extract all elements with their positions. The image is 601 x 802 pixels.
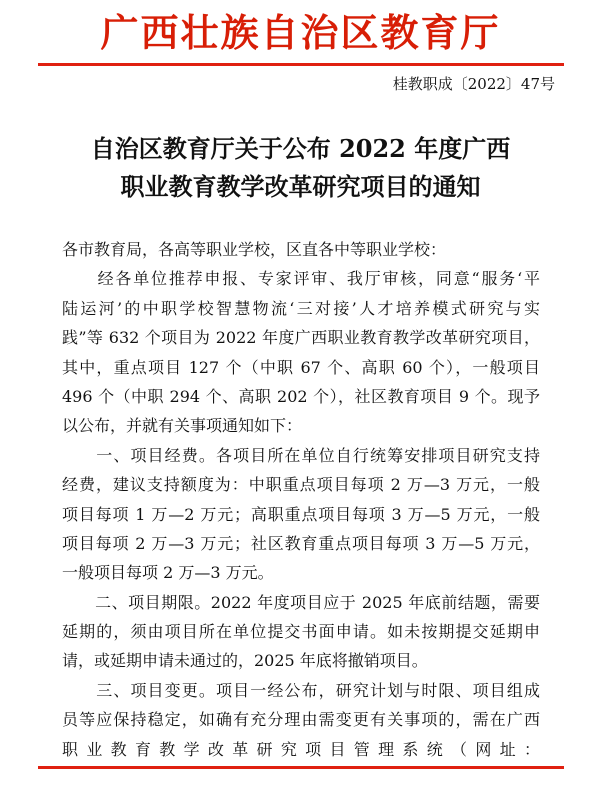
issuer-header: 广西壮族自治区教育厅 bbox=[100, 10, 501, 55]
body-line: 请，或延期申请未通过的，2025 年底将撤销项目。 bbox=[62, 651, 428, 671]
document-body bbox=[62, 235, 540, 764]
body-line: 延期的，须由项目所在单位提交书面申请。如未按期提交延期申 bbox=[62, 622, 540, 642]
body-line: 经费，建议支持额度为：中职重点项目每项 2 万—3 万元，一般 bbox=[62, 475, 540, 495]
body-line: 项目每项 2 万—3 万元；社区教育重点项目每项 3 万—5 万元， bbox=[62, 533, 540, 553]
title-line-2: 职业教育教学改革研究项目的通知 bbox=[120, 172, 481, 201]
body-line: 一、项目经费。各项目所在单位自行统筹安排项目研究支持 bbox=[62, 445, 540, 465]
body-line: 一般项目每项 2 万—3 万元。 bbox=[62, 563, 274, 583]
title-line-1: 自治区教育厅关于公布 2022 年度广西 bbox=[90, 134, 511, 163]
body-line: 项目每项 1 万—2 万元；高职重点项目每项 3 万—5 万元，一般 bbox=[62, 504, 540, 524]
header-red-rule bbox=[38, 63, 564, 66]
body-line: 其中，重点项目 127 个（中职 67 个、高职 60 个），一般项目 bbox=[62, 357, 540, 377]
document-title bbox=[40, 130, 561, 206]
body-line: 践”等 632 个项目为 2022 年度广西职业教育教学改革研究项目， bbox=[62, 328, 540, 348]
body-line: 员等应保持稳定，如确有充分理由需变更有关事项的，需在广西 bbox=[62, 710, 540, 730]
footer-red-rule bbox=[38, 766, 564, 769]
body-line: 职业教育教学改革研究项目管理系统（网址： bbox=[62, 739, 540, 759]
salutation: 各市教育局，各高等职业学校，区直各中等职业学校： bbox=[62, 240, 447, 259]
body-line: 经各单位推荐申报、专家评审、我厅审核，同意“服务‘平 bbox=[62, 269, 540, 289]
body-line: 496 个（中职 294 个、高职 202 个），社区教育项目 9 个。现予 bbox=[62, 386, 540, 406]
body-line: 陆运河’的中职学校智慧物流‘三对接’人才培养模式研究与实 bbox=[62, 298, 540, 318]
document-number: 桂教职成〔2022〕47号 bbox=[392, 75, 555, 93]
body-line: 以公布，并就有关事项通知如下： bbox=[62, 416, 303, 436]
body-line: 三、项目变更。项目一经公布，研究计划与时限、项目组成 bbox=[62, 680, 540, 700]
body-line: 二、项目期限。2022 年度项目应于 2025 年底前结题，需要 bbox=[62, 592, 540, 612]
